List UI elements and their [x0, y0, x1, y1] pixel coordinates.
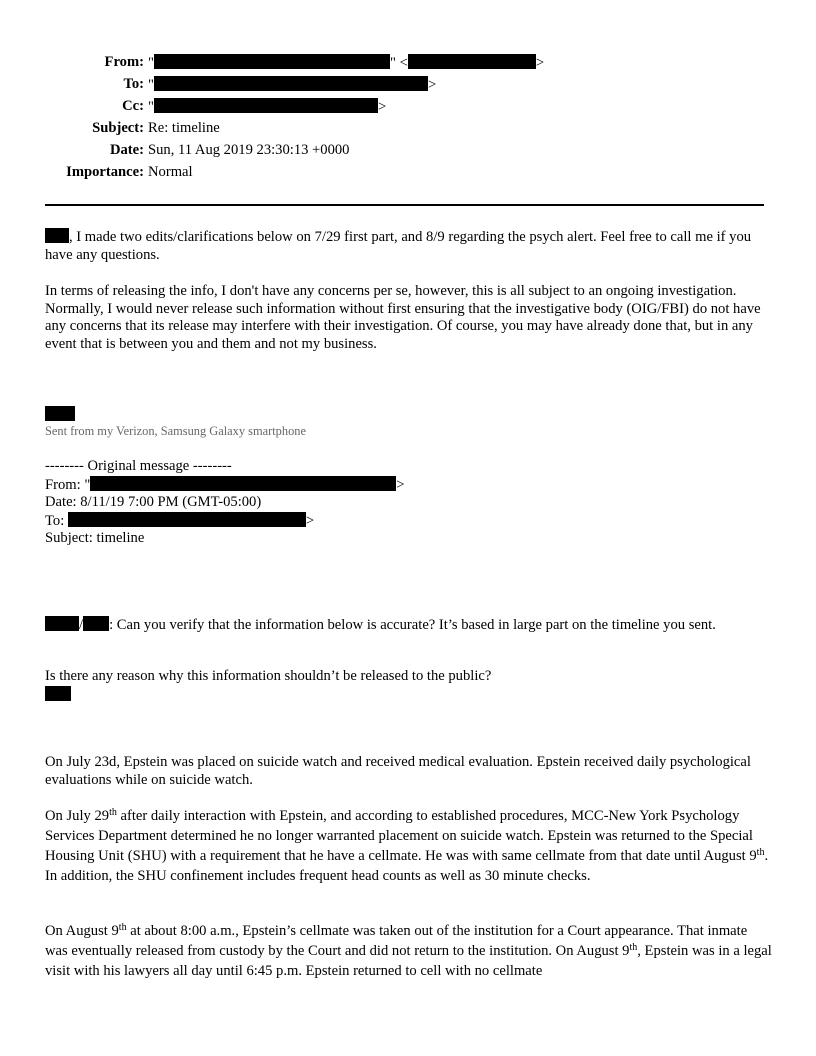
timeline-text: On July 29: [45, 808, 110, 824]
original-message-divider: -------- Original message --------: [45, 458, 232, 474]
importance-value: Normal: [148, 164, 193, 180]
original-date-line: Date: 8/11/19 7:00 PM (GMT-05:00): [45, 494, 262, 510]
reply-paragraph-1: [45, 228, 773, 264]
from-label: From:: [104, 54, 144, 70]
redaction-block: [83, 616, 109, 631]
redaction-block: [45, 228, 69, 243]
date-label: Date:: [109, 142, 144, 158]
timeline-paragraph-august-9: [45, 921, 773, 981]
redaction-block: [45, 686, 71, 701]
quote-separator: " <: [389, 55, 408, 71]
original-from-label: From: ": [45, 477, 91, 493]
original-to-label: To:: [45, 513, 68, 529]
quote-mark: ": [148, 77, 154, 93]
ordinal-suffix: th: [118, 922, 127, 933]
timeline-text: On August 9: [45, 923, 119, 939]
timeline-text: at about 8:00 a.m., Epstein’s cellmate was taken out of the institution for a Court appearance. That inmate was eventually released from custody by the Court and did not return to the institution. On August 9: [45, 923, 748, 959]
question-paragraph-1: [45, 616, 773, 635]
ordinal-suffix: th: [756, 847, 765, 858]
redaction-block: [45, 406, 75, 421]
subject-value: Re: timeline: [148, 120, 220, 136]
angle-close: >: [377, 99, 387, 115]
original-subject-line: Subject: timeline: [45, 530, 145, 546]
importance-label: Importance:: [66, 164, 144, 180]
question-paragraph-2: Is there any reason why this information shouldn’t be released to the public?: [45, 668, 492, 684]
sent-from-signature: Sent from my Verizon, Samsung Galaxy smartphone: [45, 424, 306, 438]
timeline-text: . In addition, the SHU confinement includes frequent head counts as well as 30 minute checks.: [45, 848, 769, 884]
redaction-block: [68, 512, 306, 527]
timeline-text: , Epstein was in a legal visit with his lawyers all day until 6:45 p.m. Epstein returned to cell with no cellmate: [45, 943, 772, 979]
angle-close: >: [305, 513, 315, 529]
quote-mark: ": [148, 55, 154, 71]
ordinal-suffix: th: [109, 807, 117, 818]
original-from-line: [45, 476, 405, 495]
date-value: Sun, 11 Aug 2019 23:30:13 +0000: [148, 142, 350, 158]
original-to-line: [45, 512, 314, 531]
to-label: To:: [123, 76, 144, 92]
quote-mark: ": [148, 99, 154, 115]
signature-redaction: [45, 406, 75, 425]
redaction-block: [408, 54, 536, 69]
reply-paragraph-1-text: , I made two edits/clarifications below on 7/29 first part, and 8/9 regarding the psych alert. Feel free to call me if you have any questions.: [45, 229, 752, 263]
slash-separator: /: [79, 617, 84, 633]
redaction-block: [154, 76, 428, 91]
redaction-block: [45, 616, 79, 631]
redaction-block: [90, 476, 396, 491]
timeline-paragraph-july-23: On July 23d, Epstein was placed on suicide watch and received medical evaluation. Epstein received daily psychological evaluations while on suicide watch.: [45, 754, 751, 788]
subject-label: Subject:: [92, 120, 144, 136]
closing-redaction: [45, 686, 71, 705]
redaction-block: [154, 54, 390, 69]
angle-close: >: [535, 55, 545, 71]
angle-close: >: [396, 477, 405, 493]
cc-label: Cc:: [122, 98, 144, 114]
header-divider: [45, 204, 764, 206]
redaction-block: [154, 98, 378, 113]
timeline-paragraph-july-29: [45, 806, 773, 886]
timeline-text: after daily interaction with Epstein, and according to established procedures, MCC-New York Psychology Services Department determined he no longer warranted placement on suicide watch. Epstein was returned to the Special Housing Unit (SHU) with a requirement that he have a cellmate. He was with same cellmate from that date until August 9: [45, 808, 757, 864]
question-paragraph-1-text: : Can you verify that the information below is accurate? It’s based in large part on the timeline you sent.: [109, 617, 716, 633]
cc-value: [148, 98, 386, 117]
ordinal-suffix: th: [629, 942, 638, 953]
to-value: [148, 76, 436, 95]
reply-paragraph-2: In terms of releasing the info, I don't have any concerns per se, however, this is all subject to an ongoing investigation. Normally, I would never release such information without first ensuring that the investigative body (OIG/FBI) do not have any concerns that its release may interfere with their investigation. Of course, you may have already done that, but in any event that is between you and them and not my business.: [45, 283, 761, 352]
angle-close: >: [427, 77, 437, 93]
from-value: [148, 54, 544, 73]
